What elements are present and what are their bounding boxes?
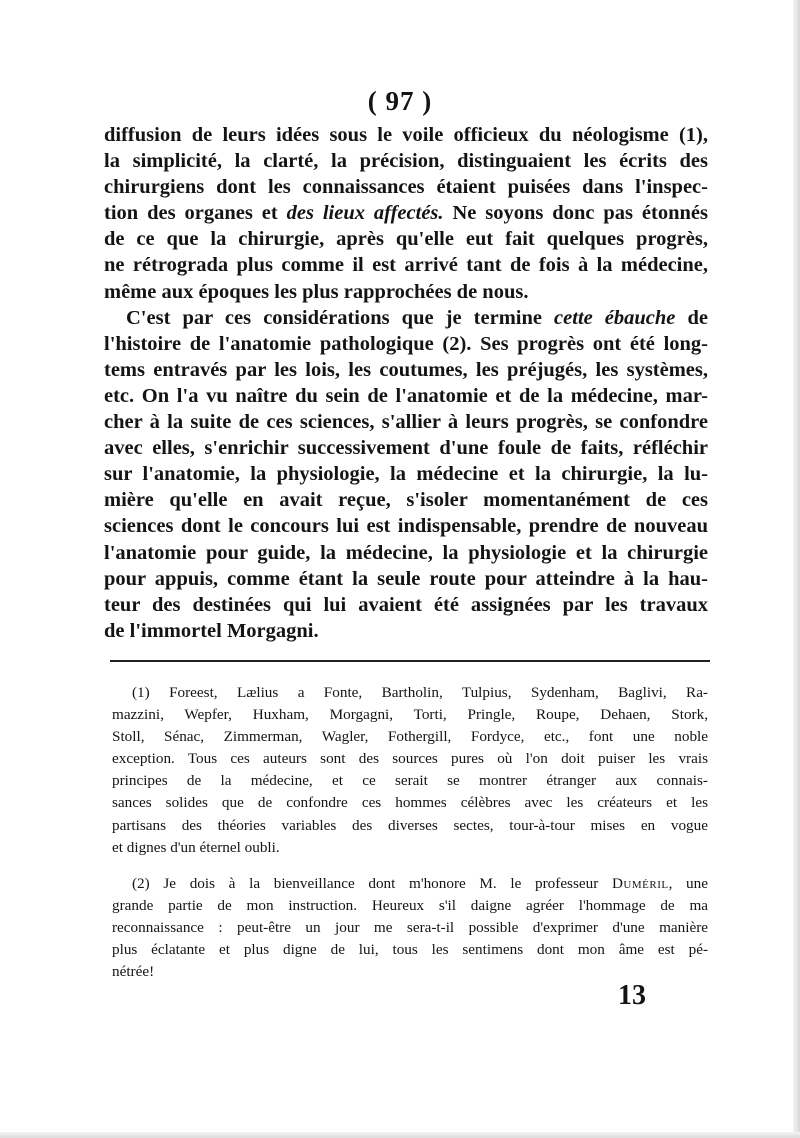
footnote-line: (1) Foreest, Lælius a Fonte, Bartholin, Tulpius, Sydenham, Baglivi, Ra-	[132, 684, 708, 701]
footnote-separator	[110, 660, 710, 662]
text-line: ne rétrograda plus comme il est arrivé tant de fois à la médecine,	[104, 254, 708, 277]
text-fragment: de	[675, 306, 708, 329]
text-line: l'anatomie pour guide, la médecine, la physiologie et la chirurgie	[104, 541, 708, 564]
text-line: cher à la suite de ces sciences, s'allier à leurs progrès, se confondre	[104, 411, 708, 434]
text-line: sciences dont le concours lui est indispensable, prendre de nouveau	[104, 515, 708, 538]
footnote-line: partisans des théories variables des diverses sectes, tour-à-tour mises en vogue	[112, 816, 708, 834]
text-fragment: (2) Je dois à la bienveillance dont m'honore M. le professeur	[132, 874, 612, 892]
text-fragment: , une	[668, 874, 708, 892]
footnote-2	[112, 873, 708, 983]
footnote-line: nétrée!	[112, 963, 155, 981]
footnote-1	[112, 682, 708, 859]
text-line: diffusion de leurs idées sous le voile officieux du néologisme (1),	[104, 124, 708, 146]
footnote-line: Stoll, Sénac, Zimmerman, Wagler, Fothergill, Fordyce, etc., font une noble	[112, 728, 708, 746]
page-bottom-shadow	[0, 1132, 800, 1138]
text-line: pour appuis, comme étant la seule route pour atteindre à la hau-	[104, 567, 708, 590]
footnote-gap	[112, 859, 708, 873]
author-name: Duméril	[611, 874, 669, 892]
text-line: tems entravés par les lois, les coutumes, les préjugés, les systèmes,	[104, 358, 708, 381]
footnote-line: principes de la médecine, et ce serait se montrer étranger aux connais-	[112, 772, 708, 790]
text-line: de ce que la chirurgie, après qu'elle eut fait quelques progrès,	[104, 228, 708, 251]
italic-phrase: cette ébauche	[554, 306, 676, 329]
footnote-line: grande partie de mon instruction. Heureux s'il daigne agréer l'hommage de ma	[112, 896, 708, 914]
text-line	[104, 200, 708, 226]
text-fragment: C'est par ces considérations que je termine	[126, 306, 555, 329]
text-line: mière qu'elle en avait reçue, s'isoler momentanément de ces	[104, 489, 708, 512]
footnote-line: sances solides que de confondre ces hommes célèbres avec les créateurs et les	[112, 794, 708, 812]
text-fragment: tion des organes et	[104, 202, 287, 225]
text-line: avec elles, s'enrichir successivement d'une foule de faits, réfléchir	[104, 437, 708, 460]
text-line: même aux époques les plus rapprochées de nous.	[104, 280, 529, 303]
text-line: de l'immortel Morgagni.	[104, 619, 319, 642]
page-number: ( 97 )	[367, 86, 433, 116]
main-body-text	[104, 122, 708, 644]
text-line: chirurgiens dont les connaissances étaient puisées dans l'inspec-	[104, 176, 708, 199]
footnote-line	[112, 873, 708, 895]
text-fragment: Ne soyons donc pas étonnés	[443, 202, 708, 225]
page-edge-shadow	[793, 0, 800, 1138]
text-line: la simplicité, la clarté, la précision, distinguaient les écrits des	[104, 150, 708, 173]
italic-phrase: des lieux affectés.	[286, 202, 444, 225]
text-line: teur des destinées qui lui avaient été assignées par les travaux	[104, 593, 708, 616]
footnote-line: et dignes d'un éternel oubli.	[112, 838, 280, 856]
text-line: sur l'anatomie, la physiologie, la médecine et la chirurgie, la lu-	[104, 463, 708, 486]
text-line	[104, 305, 708, 331]
text-line: etc. On l'a vu naître du sein de l'anatomie et de la médecine, mar-	[104, 384, 708, 407]
footnote-line: mazzini, Wepfer, Huxham, Morgagni, Torti, Pringle, Roupe, Dehaen, Stork,	[112, 706, 708, 724]
footnote-line: reconnaissance : peut-être un jour me sera-t-il possible d'exprimer d'une manière	[112, 918, 708, 936]
footnote-line: exception. Tous ces auteurs sont des sources pures où l'on doit puiser les vrais	[112, 750, 708, 768]
signature-mark: 13	[618, 980, 646, 1011]
footnote-line: plus éclatante et plus digne de lui, tous les sentimens dont mon âme est pé-	[112, 941, 708, 959]
footnotes	[112, 682, 708, 983]
text-line: l'histoire de l'anatomie pathologique (2). Ses progrès ont été long-	[104, 332, 708, 355]
